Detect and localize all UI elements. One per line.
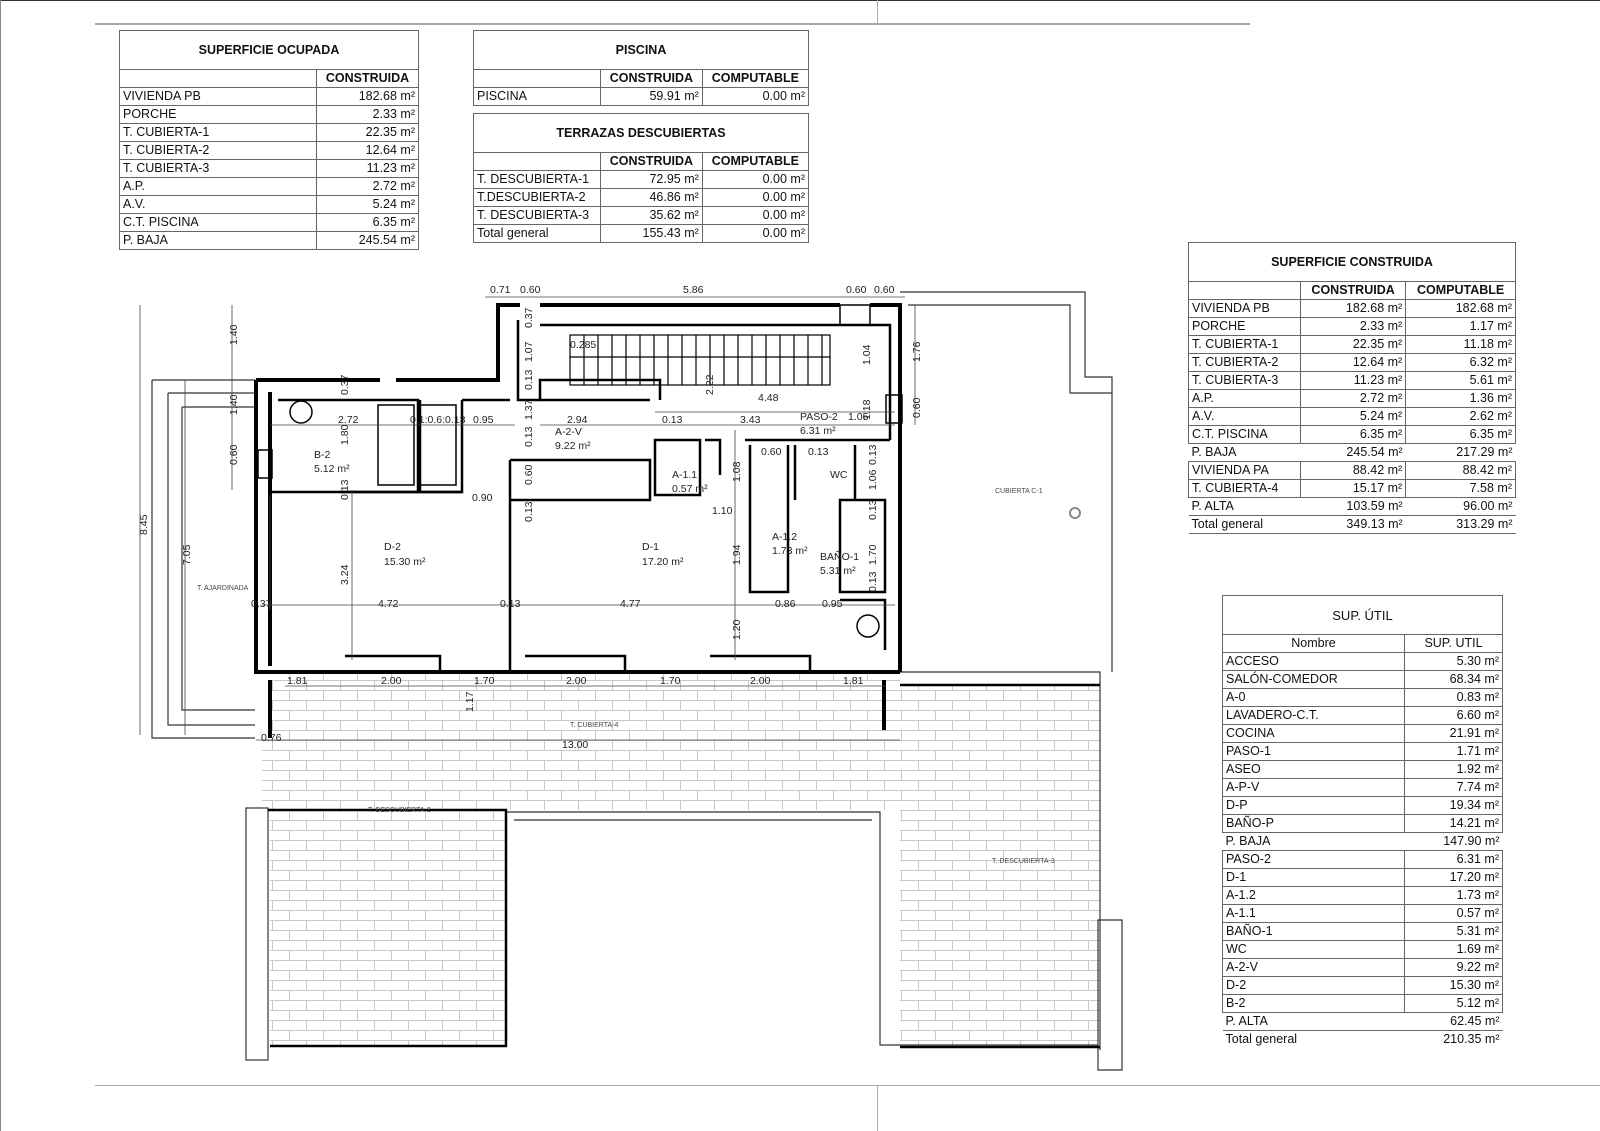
- col-header-computable: COMPUTABLE: [702, 70, 808, 88]
- table-row-total: Total general 349.13 m² 313.29 m²: [1189, 516, 1516, 534]
- room-a12-area: 1.73 m²: [772, 545, 808, 557]
- svg-text:1.18: 1.18: [861, 399, 873, 420]
- svg-text:0.285: 0.285: [570, 339, 597, 351]
- svg-text:1.40: 1.40: [228, 324, 240, 345]
- table-terrazas-descubiertas: [473, 113, 809, 243]
- room-paso2-name: PASO-2: [800, 411, 838, 423]
- table-row: A-2-V 9.22 m²: [1223, 959, 1503, 977]
- svg-text:0.13: 0.13: [662, 414, 683, 426]
- toilet-b2-icon: [290, 401, 312, 423]
- svg-text:1.04: 1.04: [861, 344, 873, 365]
- svg-text:0.13: 0.13: [523, 426, 535, 447]
- table-row: T. DESCUBIERTA-1 72.95 m² 0.00 m²: [474, 171, 809, 189]
- table-row: PORCHE 2.33 m² 1.17 m²: [1189, 318, 1516, 336]
- svg-text:0.1:0.6:0.13: 0.1:0.6:0.13: [410, 414, 466, 426]
- svg-text:2.94: 2.94: [567, 414, 588, 426]
- room-bano1-name: BAÑO-1: [820, 551, 860, 563]
- svg-text:1.17: 1.17: [464, 691, 476, 712]
- col-header-sup-util: SUP. UTIL: [1405, 635, 1503, 653]
- svg-text:0.60: 0.60: [520, 284, 541, 296]
- table-title: PISCINA: [474, 31, 809, 70]
- table-row: T. CUBIERTA-1 22.35 m² 11.18 m²: [1189, 336, 1516, 354]
- svg-text:1.70: 1.70: [474, 675, 495, 687]
- table-superficie-ocupada: [119, 30, 419, 250]
- table-row: D-2 15.30 m²: [1223, 977, 1503, 995]
- room-a11-area: 0.57 m²: [672, 483, 708, 495]
- table-row: A.P. 2.72 m²: [120, 178, 419, 196]
- table-row: T. CUBIERTA-3 11.23 m²: [120, 160, 419, 178]
- svg-text:0.37: 0.37: [339, 374, 351, 395]
- table-row: T.DESCUBIERTA-2 46.86 m² 0.00 m²: [474, 189, 809, 207]
- svg-text:0.13: 0.13: [500, 598, 521, 610]
- zone-cubierta-c1: CUBIERTA C-1: [995, 488, 1043, 495]
- svg-text:4.72: 4.72: [378, 598, 399, 610]
- svg-text:1.70: 1.70: [660, 675, 681, 687]
- svg-text:1.10: 1.10: [712, 505, 733, 517]
- svg-text:13.00: 13.00: [562, 739, 589, 751]
- table-row-total: Total general 210.35 m²: [1225, 1032, 1500, 1046]
- svg-text:0.60: 0.60: [911, 397, 923, 418]
- svg-text:0.90: 0.90: [472, 492, 493, 504]
- table-row-subtotal: P. BAJA 245.54 m² 217.29 m²: [1189, 444, 1516, 462]
- table-row: VIVIENDA PA 88.42 m² 88.42 m²: [1189, 462, 1516, 480]
- table-row: T. DESCUBIERTA-3 35.62 m² 0.00 m²: [474, 207, 809, 225]
- table-superficie-construida: [1188, 242, 1516, 534]
- col-header-computable: COMPUTABLE: [1406, 282, 1516, 300]
- table-row: A-0 0.83 m²: [1223, 689, 1503, 707]
- svg-text:0.95: 0.95: [822, 598, 843, 610]
- table-row: COCINA 21.91 m²: [1223, 725, 1503, 743]
- table-row-subtotal: P. BAJA 147.90 m²: [1223, 833, 1503, 851]
- table-row: D-P 19.34 m²: [1223, 797, 1503, 815]
- table-row: A.V. 5.24 m² 2.62 m²: [1189, 408, 1516, 426]
- table-row: ASEO 1.92 m²: [1223, 761, 1503, 779]
- table-row: PISCINA 59.91 m² 0.00 m²: [474, 88, 809, 106]
- table-row: P. BAJA 245.54 m²: [120, 232, 419, 250]
- room-wc-name: WC: [830, 469, 848, 481]
- drain-icon: [1070, 508, 1080, 518]
- svg-text:1.08: 1.08: [731, 461, 743, 482]
- svg-text:3.43: 3.43: [740, 414, 761, 426]
- room-b2-name: B-2: [314, 449, 331, 461]
- svg-text:2.22: 2.22: [704, 374, 716, 395]
- svg-text:2.00: 2.00: [381, 675, 402, 687]
- table-row: BAÑO-1 5.31 m²: [1223, 923, 1503, 941]
- table-row: PASO-1 1.71 m²: [1223, 743, 1503, 761]
- svg-text:0.60: 0.60: [523, 464, 535, 485]
- table-title: SUP. ÚTIL: [1223, 596, 1503, 635]
- table-row: SALÓN-COMEDOR 68.34 m²: [1223, 671, 1503, 689]
- zone-t-descubierta-3: T. DESCUBIERTA-3: [992, 858, 1055, 865]
- svg-text:1.81: 1.81: [287, 675, 308, 687]
- svg-text:1.20: 1.20: [731, 619, 743, 640]
- room-a2v-name: A-2-V: [555, 426, 582, 438]
- svg-text:1.05: 1.05: [848, 411, 869, 423]
- table-row: LAVADERO-C.T. 6.60 m²: [1223, 707, 1503, 725]
- table-row: PORCHE 2.33 m²: [120, 106, 419, 124]
- table-row: WC 1.69 m²: [1223, 941, 1503, 959]
- svg-text:2.00: 2.00: [750, 675, 771, 687]
- svg-text:2.00: 2.00: [566, 675, 587, 687]
- table-title: TERRAZAS DESCUBIERTAS: [474, 114, 809, 153]
- room-d1-area: 17.20 m²: [642, 556, 684, 568]
- room-paso2-area: 6.31 m²: [800, 425, 836, 437]
- svg-text:0.86: 0.86: [775, 598, 796, 610]
- svg-text:0.60: 0.60: [228, 444, 240, 465]
- svg-text:0.60: 0.60: [846, 284, 867, 296]
- svg-text:1.06: 1.06: [867, 469, 879, 490]
- svg-text:1.70: 1.70: [867, 544, 879, 565]
- svg-text:0.13: 0.13: [867, 571, 879, 592]
- svg-text:4.48: 4.48: [758, 392, 779, 404]
- table-title: SUPERFICIE CONSTRUIDA: [1189, 243, 1516, 282]
- svg-text:1.80: 1.80: [339, 424, 351, 445]
- table-row: A.V. 5.24 m²: [120, 196, 419, 214]
- table-row: D-1 17.20 m²: [1223, 869, 1503, 887]
- svg-text:0.76: 0.76: [261, 732, 282, 744]
- room-d2-area: 15.30 m²: [384, 556, 426, 568]
- table-row: A.P. 2.72 m² 1.36 m²: [1189, 390, 1516, 408]
- svg-text:1.40: 1.40: [228, 394, 240, 415]
- svg-text:0.60: 0.60: [874, 284, 895, 296]
- svg-text:1.07: 1.07: [523, 341, 535, 362]
- col-header-construida: CONSTRUIDA: [317, 70, 419, 88]
- zone-t-descubierta-2: T. DESCUBIERTA-2: [368, 807, 431, 814]
- room-bano1-area: 5.31 m²: [820, 565, 856, 577]
- svg-text:0.71: 0.71: [490, 284, 511, 296]
- svg-text:7.05: 7.05: [181, 544, 193, 565]
- svg-text:0.37: 0.37: [523, 307, 535, 328]
- table-sup-util: [1222, 595, 1503, 1048]
- svg-text:4.77: 4.77: [620, 598, 641, 610]
- table-row: VIVIENDA PB 182.68 m²: [120, 88, 419, 106]
- table-row: BAÑO-P 14.21 m²: [1223, 815, 1503, 833]
- terrace-descubierta-2-lower: [270, 812, 506, 1046]
- table-row: T. CUBIERTA-2 12.64 m² 6.32 m²: [1189, 354, 1516, 372]
- svg-text:0.95: 0.95: [473, 414, 494, 426]
- room-d2-name: D-2: [384, 541, 401, 553]
- svg-text:1.94: 1.94: [731, 544, 743, 565]
- svg-text:0.13: 0.13: [523, 369, 535, 390]
- room-a2v-area: 9.22 m²: [555, 440, 591, 452]
- svg-text:0.13: 0.13: [339, 479, 351, 500]
- room-a12-name: A-1.2: [772, 531, 798, 543]
- svg-text:0.13: 0.13: [867, 444, 879, 465]
- table-row: PASO-2 6.31 m²: [1223, 851, 1503, 869]
- table-row-subtotal: P. ALTA 103.59 m² 96.00 m²: [1189, 498, 1516, 516]
- table-row: T. CUBIERTA-3 11.23 m² 5.61 m²: [1189, 372, 1516, 390]
- svg-text:2.72: 2.72: [338, 414, 359, 426]
- table-row: A-1.1 0.57 m²: [1223, 905, 1503, 923]
- table-row: T. CUBIERTA-4 15.17 m² 7.58 m²: [1189, 480, 1516, 498]
- svg-text:0.37: 0.37: [251, 598, 272, 610]
- room-a11-name: A-1.1: [672, 469, 698, 481]
- table-piscina: [473, 30, 809, 106]
- table-row-total: Total general 155.43 m² 0.00 m²: [474, 225, 809, 243]
- col-header-construida: CONSTRUIDA: [1301, 282, 1406, 300]
- svg-text:0.13: 0.13: [808, 446, 829, 458]
- table-row: T. CUBIERTA-2 12.64 m²: [120, 142, 419, 160]
- col-header-nombre: Nombre: [1223, 635, 1405, 653]
- table-row: C.T. PISCINA 6.35 m²: [120, 214, 419, 232]
- svg-text:5.86: 5.86: [683, 284, 704, 296]
- zone-t-ajardinada: T. AJARDINADA: [197, 585, 249, 592]
- table-title: SUPERFICIE OCUPADA: [120, 31, 419, 70]
- svg-text:3.24: 3.24: [339, 564, 351, 585]
- table-row: A-1.2 1.73 m²: [1223, 887, 1503, 905]
- svg-text:1.37: 1.37: [523, 399, 535, 420]
- room-b2-area: 5.12 m²: [314, 463, 350, 475]
- zone-t-cubierta-4: T. CUBIERTA-4: [570, 722, 619, 729]
- col-header-name: [120, 70, 317, 88]
- svg-text:1.81: 1.81: [843, 675, 864, 687]
- svg-text:0.13: 0.13: [523, 501, 535, 522]
- col-header-construida: CONSTRUIDA: [601, 153, 703, 171]
- svg-text:8.45: 8.45: [138, 514, 150, 535]
- svg-text:0.13: 0.13: [867, 499, 879, 520]
- table-row: VIVIENDA PB 182.68 m² 182.68 m²: [1189, 300, 1516, 318]
- table-row: C.T. PISCINA 6.35 m² 6.35 m²: [1189, 426, 1516, 444]
- terrace-descubierta-3: [900, 685, 1100, 1047]
- table-row: B-2 5.12 m²: [1223, 995, 1503, 1013]
- col-header-computable: COMPUTABLE: [702, 153, 808, 171]
- table-row: ACCESO 5.30 m²: [1223, 653, 1503, 671]
- room-d1-name: D-1: [642, 541, 659, 553]
- table-row: T. CUBIERTA-1 22.35 m²: [120, 124, 419, 142]
- table-row: A-P-V 7.74 m²: [1223, 779, 1503, 797]
- col-header-construida: CONSTRUIDA: [601, 70, 703, 88]
- toilet-bano1-icon: [857, 615, 879, 637]
- svg-text:1.76: 1.76: [911, 341, 923, 362]
- svg-text:0.60: 0.60: [761, 446, 782, 458]
- table-row-subtotal: P. ALTA 62.45 m²: [1223, 1013, 1503, 1031]
